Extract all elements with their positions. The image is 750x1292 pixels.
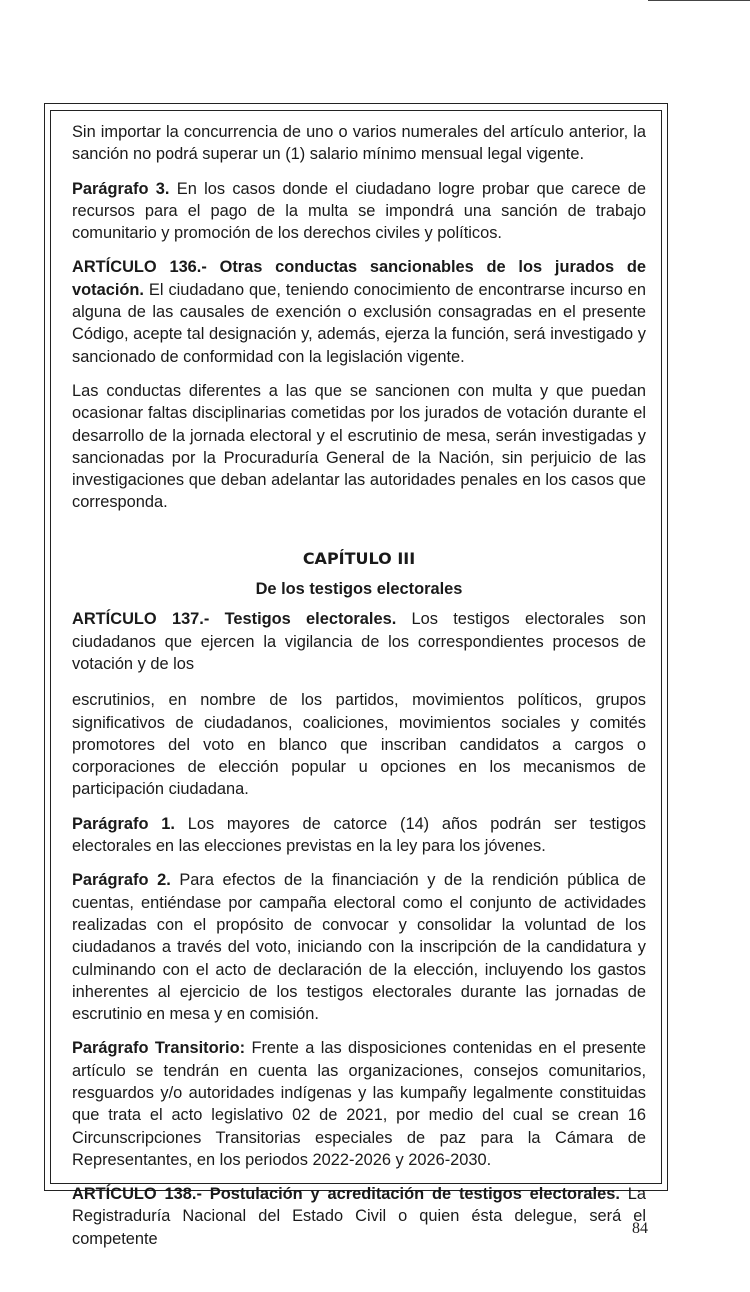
article-137 <box>72 608 646 675</box>
paragraph-text: Frente a las disposiciones contenidas en el presente artículo se tendrán en cuenta las organizaciones, consejos comunitarios, resguardos y/o autoridades indígenas y las kumpañy legalmente constituidas que trata el acto legislativo 02 de 2021, por medio del cual se crean 16 Circunscripciones Transitorias especiales de paz para la Cámara de Representantes, en los periodos 2022-2026 y 2026-2030. <box>72 1039 646 1169</box>
article-heading: ARTÍCULO 138.- Postulación y acreditación de testigos electorales. <box>72 1185 620 1204</box>
page-number: 84 <box>632 1220 648 1237</box>
paragraph-text: Para efectos de la financiación y de la rendición pública de cuentas, entiéndase por campaña electoral como el conjunto de actividades realizadas con el propósito de convocar y consolidar la voluntad de los ciudadanos a través del voto, iniciando con la inscripción de la candidatura y culminando con el acto de declaración de la elección, incluyendo los gastos inherentes al ejercicio de los testigos electorales durante las jornadas de escrutinio en mesa y en comisión. <box>72 871 646 1024</box>
paragraph-paragrafo-3 <box>72 178 646 245</box>
paragraph-escrutinios <box>72 689 646 800</box>
top-rule <box>648 0 750 1</box>
paragraph-conductas <box>72 380 646 514</box>
paragraph-paragrafo-1 <box>72 813 646 858</box>
paragraph-heading: Parágrafo 2. <box>72 871 171 890</box>
article-heading: ARTÍCULO 136.- Otras conductas sancionables de los jurados de votación. <box>72 258 646 299</box>
article-136 <box>72 256 646 367</box>
document-body <box>72 121 646 1262</box>
article-text: Los testigos electorales son ciudadanos que ejercen la vigilancia de los correspondientes procesos de votación y de los <box>72 610 646 673</box>
chapter-title: De los testigos electorales <box>255 580 463 599</box>
article-text: La Registraduría Nacional del Estado Civil o quien ésta delegue, será el competente <box>72 1185 646 1248</box>
paragraph-heading: Parágrafo Transitorio: <box>72 1039 246 1058</box>
article-heading: ARTÍCULO 137.- Testigos electorales. <box>72 610 397 629</box>
article-text: El ciudadano que, teniendo conocimiento de encontrarse incurso en alguna de las causales de exención o exclusión consagradas en el presente Código, acepte tal designación y, además, ejerza la función, será investigado y sancionado de conformidad con la legislación vigente. <box>72 280 647 366</box>
paragraph-text: Los mayores de catorce (14) años podrán ser testigos electorales en las elecciones previstas en la ley para los jóvenes. <box>72 814 647 856</box>
paragraph-text: Sin importar la concurrencia de uno o varios numerales del artículo anterior, la sanción no podrá superar un (1) salario mínimo mensual legal vigente. <box>72 123 646 164</box>
chapter-label: CAPÍTULO III <box>302 548 416 568</box>
paragraph-paragrafo-transitorio <box>72 1037 646 1171</box>
article-138 <box>72 1183 646 1250</box>
paragraph-text: Las conductas diferentes a las que se sancionen con multa y que puedan ocasionar faltas disciplinarias cometidas por los jurados de votación durante el desarrollo de la jornada electoral y el escrutinio de mesa, serán investigadas y sancionadas por la Procuraduría General de la Nación, sin perjuicio de las investigaciones que deban adelantar las autoridades penales en los casos que corresponda. <box>72 381 646 512</box>
paragraph-text: escrutinios, en nombre de los partidos, movimientos políticos, grupos significativos de ciudadanos, coaliciones, movimientos sociales y comités promotores del voto en blanco que inscriban candidatos a cargos o corporaciones de elección popular u opciones en los mecanismos de participación ciudadana. <box>72 691 646 799</box>
paragraph-heading: Parágrafo 3. <box>72 179 170 198</box>
paragraph-paragrafo-2 <box>72 869 646 1025</box>
paragraph-text: En los casos donde el ciudadano logre probar que carece de recursos para el pago de la multa se impondrá una sanción de trabajo comunitario y promoción de los derechos civiles y políticos. <box>72 179 646 243</box>
paragraph-sancion-limite <box>72 121 646 166</box>
paragraph-heading: Parágrafo 1. <box>72 814 175 833</box>
